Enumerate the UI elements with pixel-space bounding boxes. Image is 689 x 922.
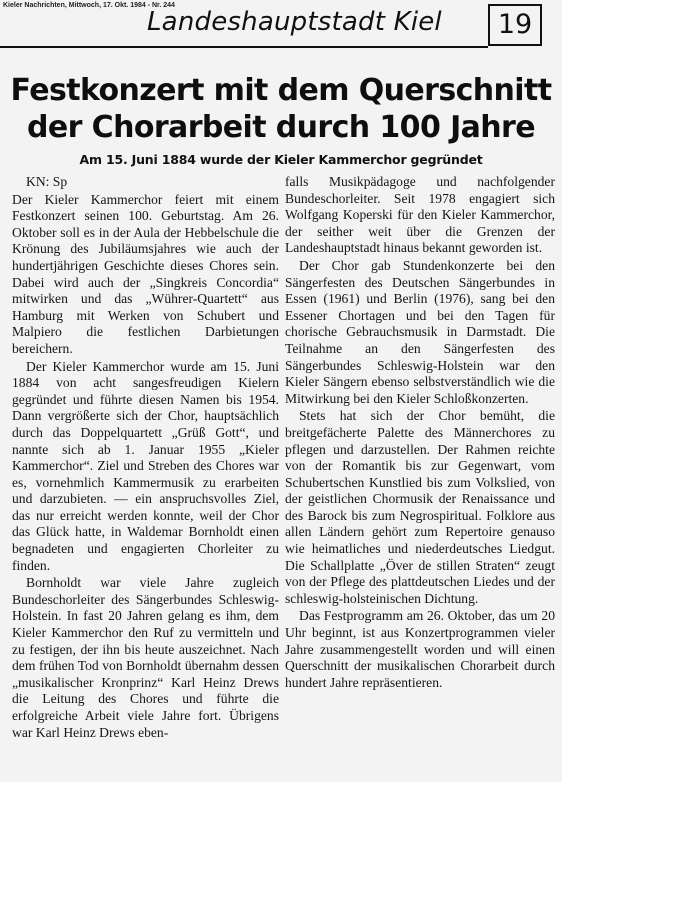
paragraph: Der Kieler Kammerchor wurde am 15. Juni 1884 von acht sangesfreudigen Kielern gegründet und führte diesen Namen bis 1954. Dann vergrößerte sich der Chor, hauptsächlich durch das Doppelquartett „Grüß Gott“, und nannte sich ab 1. Januar 1955 „Kieler Kammerchor“. Ziel und Streben des Chores war es, vornehmlich Kammermusik zu erarbeiten und darzubieten. — ein anspruchsvolles Ziel, das nur erreicht werden konnte, weil der Chor das Glück hatte, in Waldemar Bornholdt einen begnadeten und engagierten Chorleiter zu finden.: [12, 358, 279, 573]
article-headline: [0, 72, 562, 146]
paragraph: Bornholdt war viele Jahre zugleich Bundeschorleiter des Sängerbundes Schleswig-Holstein. In fast 20 Jahren gelang es ihm, dem Kieler Kammerchor den Ruf zu vermitteln und zu festigen, der ihn bis heute auszeichnet. Nach dem frühen Tod von Bornholdt übernahm dessen „musikalischer Kronprinz“ Karl Heinz Drews die Leitung des Chores und führte die erfolgreiche Arbeit viele Jahre fort. Übrigens war Karl Heinz Drews eben-: [12, 575, 279, 740]
publication-info: Kieler Nachrichten, Mittwoch, 17. Okt. 1984 - Nr. 244: [3, 2, 175, 9]
headline-line-1: Festkonzert mit dem Querschnitt: [10, 73, 552, 108]
header-rule: [0, 46, 488, 48]
paragraph: falls Musikpädagoge und nachfolgender Bundeschorleiter. Seit 1978 engagiert sich Wolfgang Koperski für den Kieler Kammerchor, der seither weit über die Grenzen der Landeshauptstadt hinaus bekannt geworden ist.: [285, 174, 555, 256]
paragraph: Das Festprogramm am 26. Oktober, das um 20 Uhr beginnt, ist aus Konzertprogrammen vieler Jahre zusammengestellt worden und will einen Querschnitt der musikalischen Chorarbeit durch hundert Jahre repräsentieren.: [285, 608, 555, 690]
page-number: 19: [488, 4, 542, 46]
paragraph: Der Chor gab Stundenkonzerte bei den Sängerfesten des Deutschen Sängerbundes in Essen (1961) und Berlin (1976), sang bei den Essener Chortagen und bei den Tagen für chorische Gebrauchsmusik in Darmstadt. Die Teilnahme an den Sängerfesten des Sängerbundes Schleswig-Holstein war den Kieler Sängern ebenso selbstverständlich wie die Mitwirkung bei den Kieler Schloßkonzerten.: [285, 257, 555, 406]
section-title: Landeshauptstadt Kiel: [147, 7, 442, 37]
page-header: [0, 0, 560, 49]
paragraph: Der Kieler Kammerchor feiert mit einem Festkonzert seinen 100. Geburtstag. Am 26. Oktober soll es in der Aula der Hebbelschule die Krönung des Jubiläumsjahres wie auch der hundertjährigen Geschichte dieses Chores sein. Dabei wird auch der „Singkreis Concordia“ mitwirken und das „Wührer-Quartett“ aus Hamburg mit Werken von Schubert und Malpiero die festlichen Darbietungen bereichern.: [12, 191, 279, 356]
headline-line-2: der Chorarbeit durch 100 Jahre: [27, 110, 535, 145]
paragraph: Stets hat sich der Chor bemüht, die breitgefächerte Palette des Männerchores zu pflegen und darzustellen. Der Rahmen reichte von der Romantik bis zur Gegenwart, vom Schubertschen Kunstlied bis zum Volkslied, von der geistlichen Chormusik der Renaissance und des Barock bis zum Negrospiritual. Folklore aus allen Ländern gehört zum Repertoire genauso wie heimatliches und niederdeutsches Liedgut. Die Schallplatte „Över de stillen Straten“ zeugt von der Pflege des plattdeutschen Liedes und der schleswig-holsteinischen Dichtung.: [285, 408, 555, 606]
article-subheadline: Am 15. Juni 1884 wurde der Kieler Kammerchor gegründet: [79, 152, 483, 167]
article-column-2: [285, 174, 555, 692]
article-column-1: [12, 174, 279, 742]
byline: KN: Sp: [26, 174, 68, 189]
